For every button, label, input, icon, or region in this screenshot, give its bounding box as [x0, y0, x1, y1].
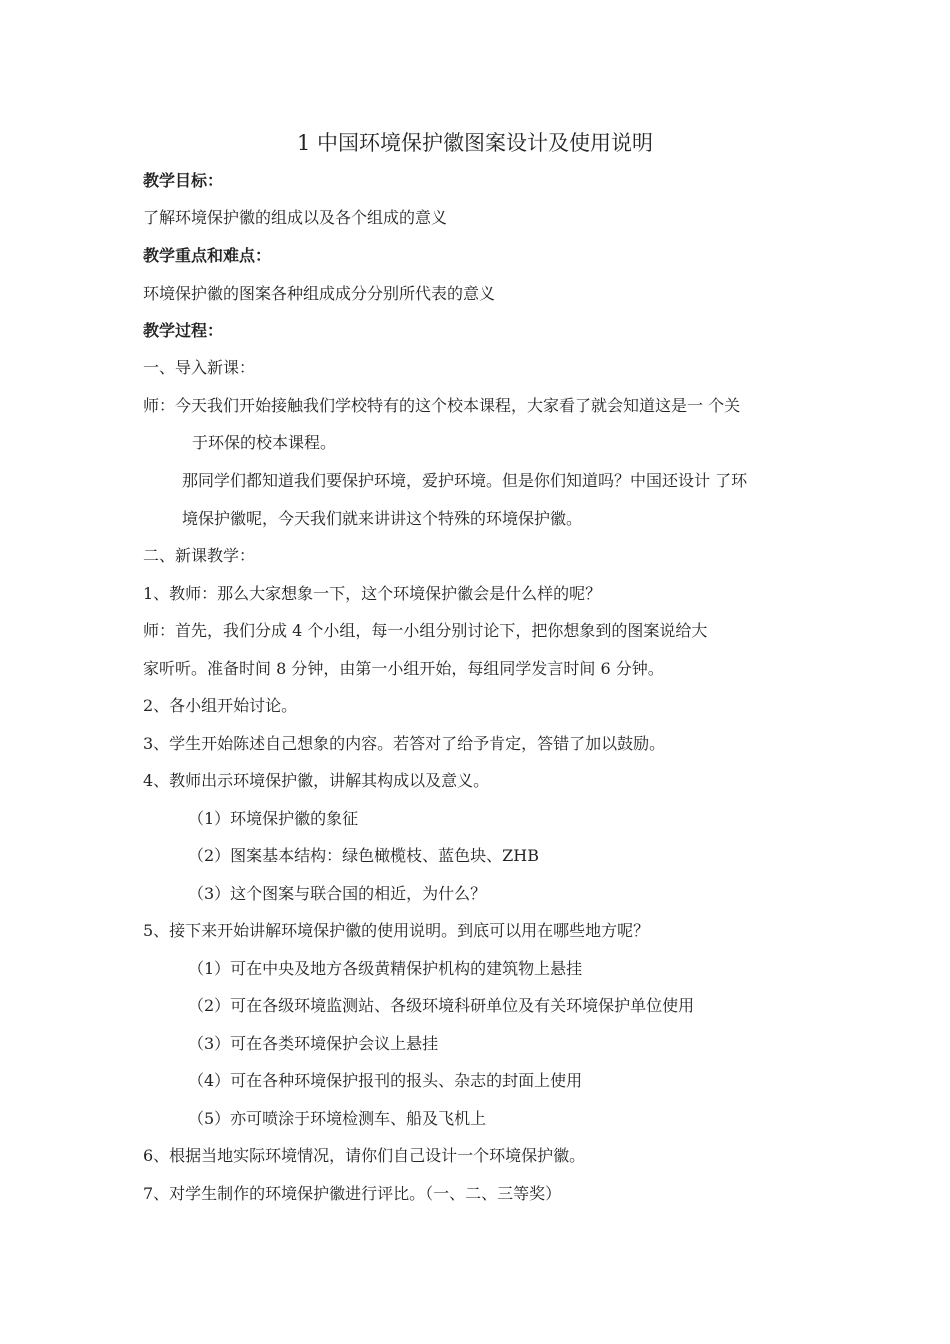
step-7: 7、对学生制作的环境保护徽进行评比。（一、二、三等奖） — [143, 1184, 562, 1203]
paragraph-line: 师：今天我们开始接触我们学校特有的这个校本课程，大家看了就会知道这是一 个关 — [143, 396, 741, 415]
goal-heading: 教学目标： — [143, 171, 224, 190]
step-5: 5、接下来开始讲解环境保护徽的使用说明。到底可以用在哪些地方呢？ — [143, 921, 650, 940]
list-item: （3）可在各类环境保护会议上悬挂 — [188, 1034, 439, 1053]
step-1: 1、教师：那么大家想象一下，这个环境保护徽会是什么样的呢？ — [143, 584, 602, 603]
paragraph-line: 家听听。准备时间 8 分钟，由第一小组开始，每组同学发言时间 6 分钟。 — [143, 659, 664, 678]
step-6: 6、根据当地实际环境情况，请你们自己设计一个环境保护徽。 — [143, 1146, 586, 1165]
document-title: 1 中国环境保护徽图案设计及使用说明 — [296, 131, 654, 155]
step-3: 3、学生开始陈述自己想象的内容。若答对了给予肯定，答错了加以鼓励。 — [143, 734, 666, 753]
key-heading: 教学重点和难点： — [143, 246, 272, 265]
section1-heading: 一、导入新课： — [143, 358, 256, 377]
goal-text: 了解环境保护徽的组成以及各个组成的意义 — [143, 208, 448, 227]
list-item: （5）亦可喷涂于环境检测车、船及飞机上 — [188, 1109, 487, 1128]
paragraph-line: 师：首先，我们分成 4 个小组，每一小组分别讨论下，把你想象到的图案说给大 — [143, 621, 708, 640]
paragraph-line: 于环保的校本课程。 — [192, 433, 337, 452]
paragraph-line: 那同学们都知道我们要保护环境，爱护环境。但是你们知道吗？中国还设计 了环 — [182, 471, 748, 490]
list-item: （1）环境保护徽的象征 — [188, 809, 359, 828]
list-item: （2）可在各级环境监测站、各级环境科研单位及有关环境保护单位使用 — [188, 996, 695, 1015]
process-heading: 教学过程： — [143, 321, 224, 340]
list-item: （3）这个图案与联合国的相近，为什么？ — [188, 884, 487, 903]
step-4: 4、教师出示环境保护徽，讲解其构成以及意义。 — [143, 771, 490, 790]
key-text: 环境保护徽的图案各种组成成分分别所代表的意义 — [143, 284, 496, 303]
section2-heading: 二、新课教学： — [143, 546, 256, 565]
paragraph-line: 境保护徽呢，今天我们就来讲讲这个特殊的环境保护徽。 — [182, 509, 583, 528]
list-item: （1）可在中央及地方各级黄精保护机构的建筑物上悬挂 — [188, 959, 583, 978]
step-2: 2、各小组开始讨论。 — [143, 696, 298, 715]
list-item: （4）可在各种环境保护报刊的报头、杂志的封面上使用 — [188, 1071, 583, 1090]
list-item: （2）图案基本结构：绿色橄榄枝、蓝色块、ZHB — [188, 846, 540, 865]
